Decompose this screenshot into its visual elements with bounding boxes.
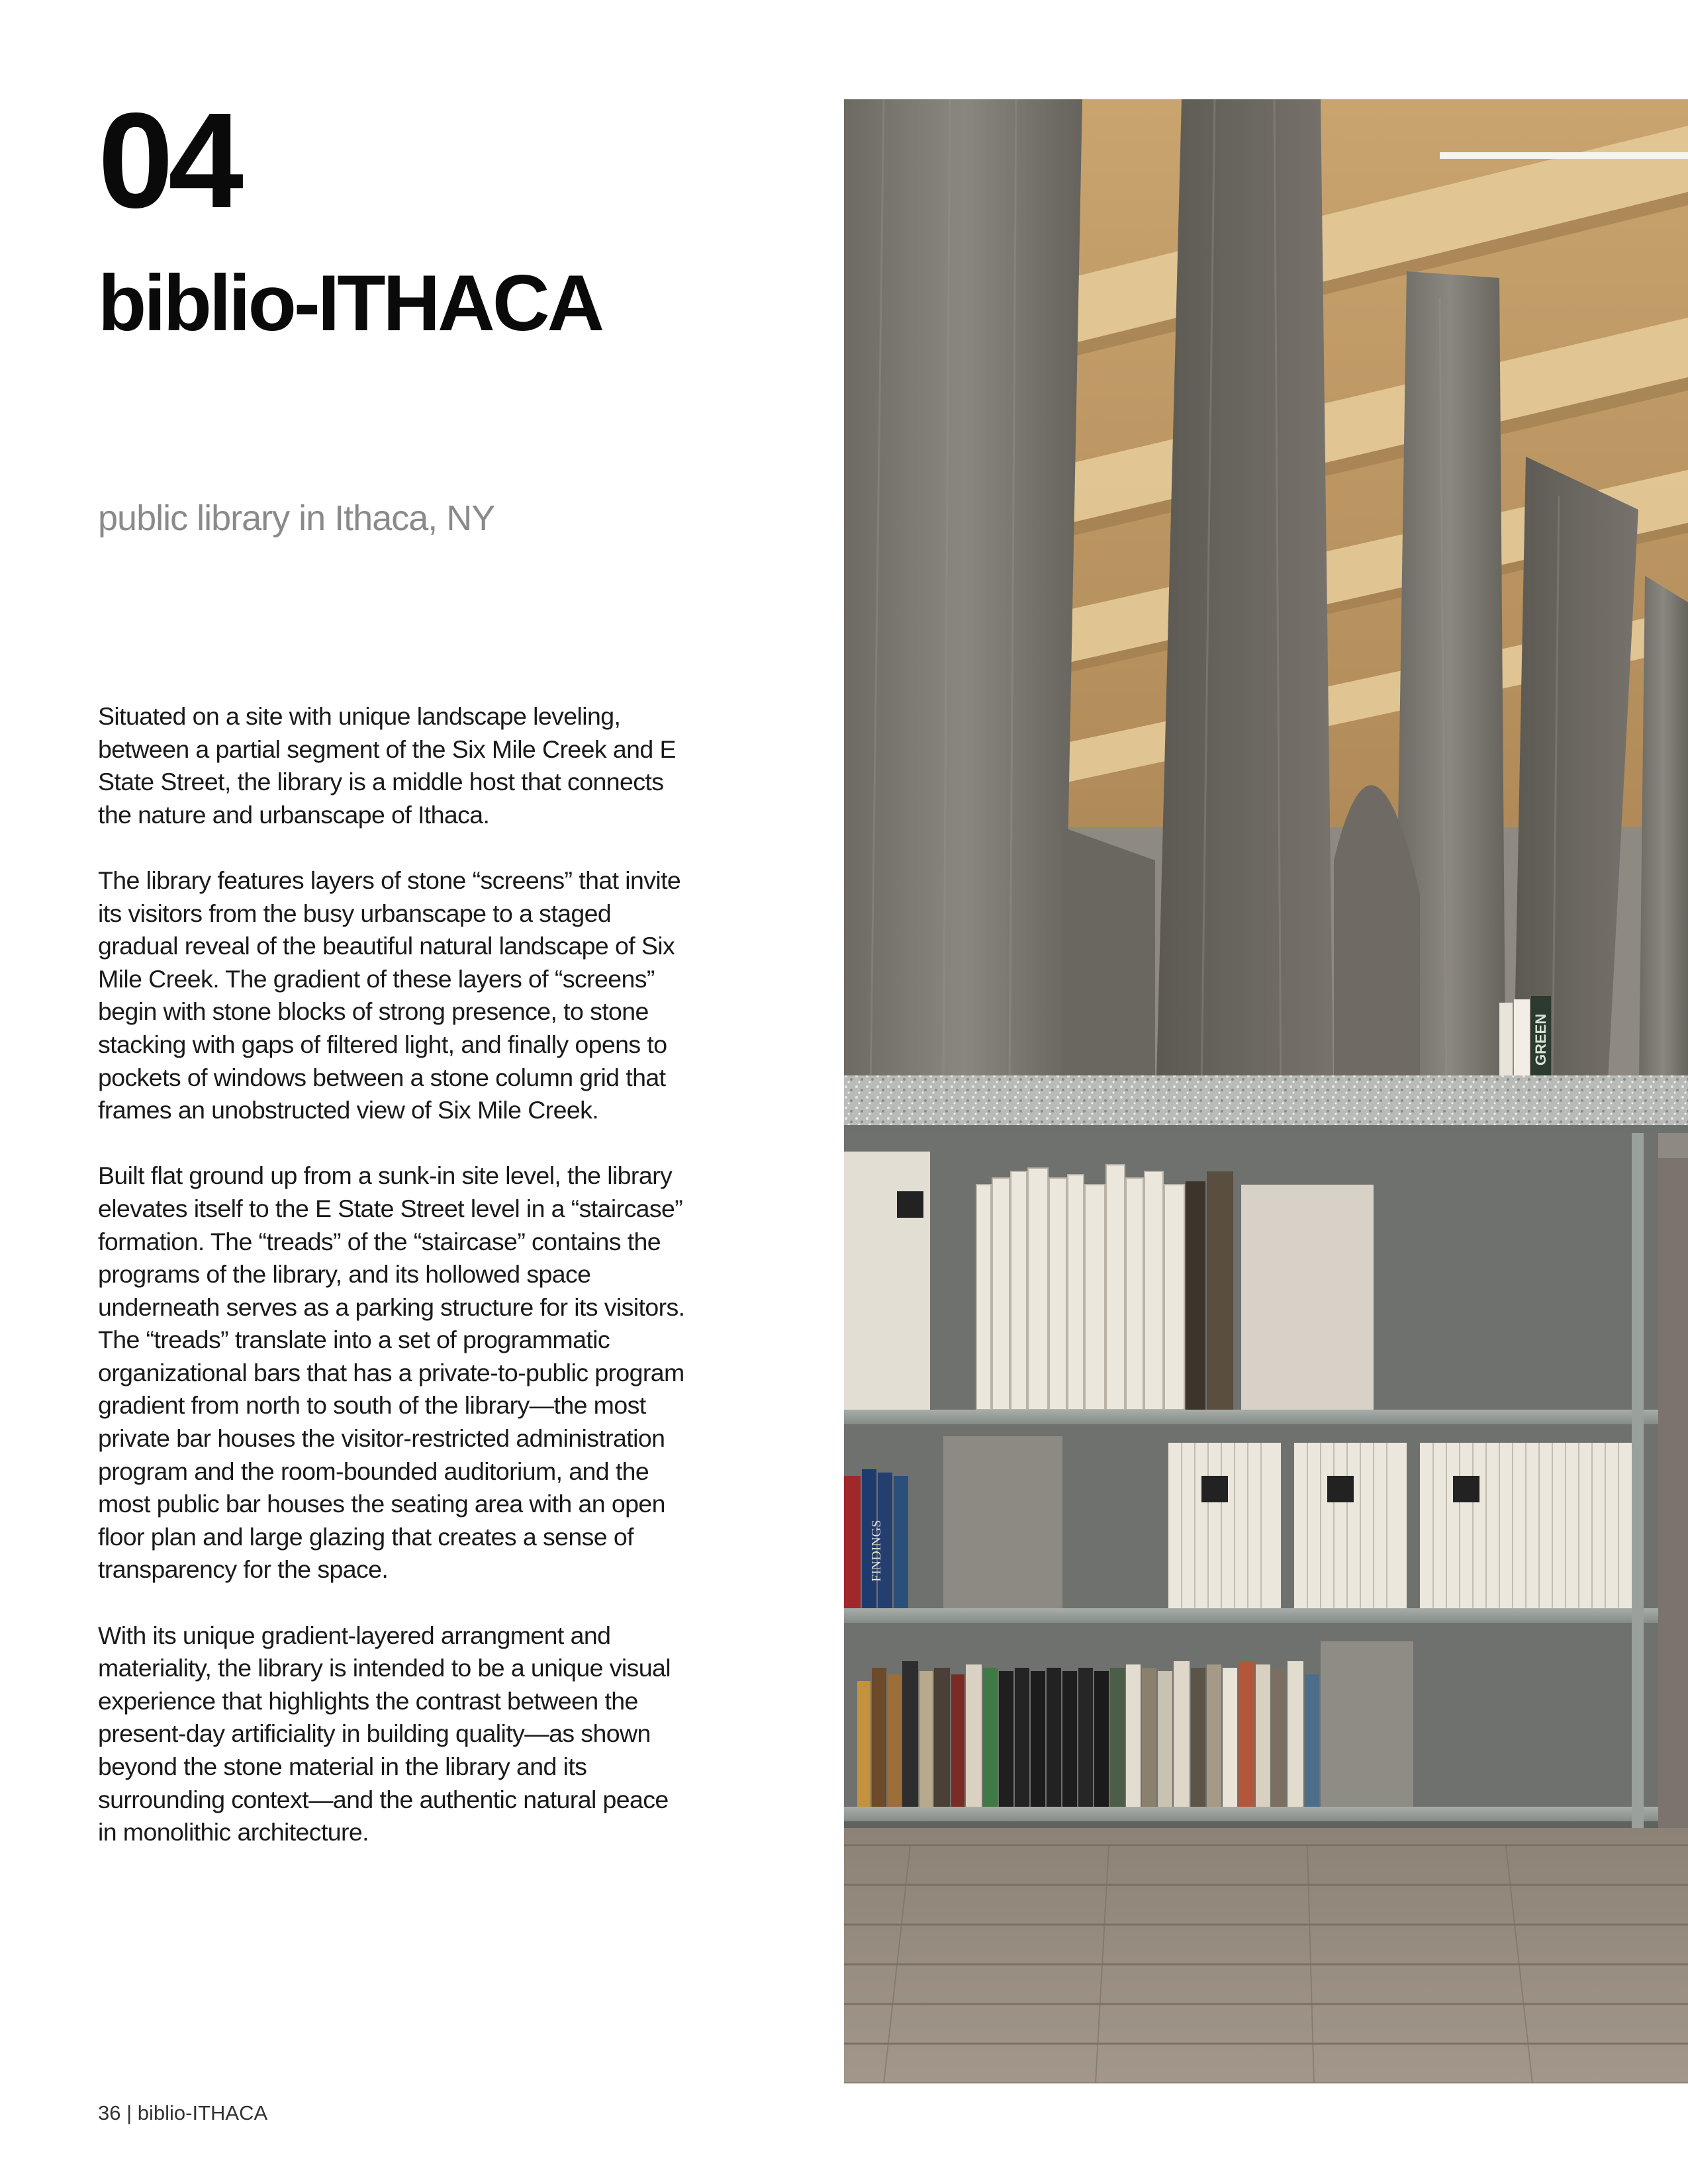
rendering-illustration	[844, 99, 1688, 2083]
chapter-number: 04	[98, 85, 239, 236]
paragraph-2: The library features layers of stone “screens” that invite its visitors from the busy urbanscape to a staged gradual reveal of the beautiful natural landscape of Six Mile Creek. The gradient of these layers of “screens” begin with stone blocks of strong presence, to stone stacking with gaps of filtered light, and finally opens to pockets of windows between a stone column grid that frames an unobstructed view of Six Mile Creek.	[98, 866, 681, 1124]
project-subtitle: public library in Ithaca, NY	[98, 498, 495, 538]
page-footer: 36 | biblio-ITHACA	[98, 2101, 268, 2124]
svg-text:GREEN: GREEN	[1532, 1013, 1549, 1066]
project-title: biblio-ITHACA	[98, 259, 602, 347]
paragraph-4: With its unique gradient-layered arrangment and materiality, the library is intended to be a unique visual experience that highlights the contrast between the present-day artificiality in building quality—as shown beyond the stone material in the library and its surrounding context—and the authentic natural peace in monolithic architecture.	[98, 1621, 671, 1846]
svg-text:FINDINGS: FINDINGS	[869, 1520, 884, 1582]
body-text	[98, 700, 687, 1882]
paragraph-1: Situated on a site with unique landscape leveling, between a partial segment of the Six Mile Creek and E State Street, the library is a middle host that connects the nature and urbanscape of Ithaca.	[98, 702, 676, 829]
text-column	[98, 0, 694, 2184]
paragraph-3: Built flat ground up from a sunk-in site level, the library elevates itself to the E State Street level in a “staircase” formation. The “treads” of the “staircase” contains the programs of the library, and its hollowed space underneath serves as a parking structure for its visitors. The “treads” translate into a set of programmatic organizational bars that has a private-to-public program gradient from north to south of the library—the most private bar houses the visitor-restricted administration program and the room-bounded auditorium, and the most public bar houses the seating area with an open floor plan and large glazing that creates a sense of transparency for the space.	[98, 1161, 685, 1584]
library-interior-rendering	[844, 99, 1688, 2083]
